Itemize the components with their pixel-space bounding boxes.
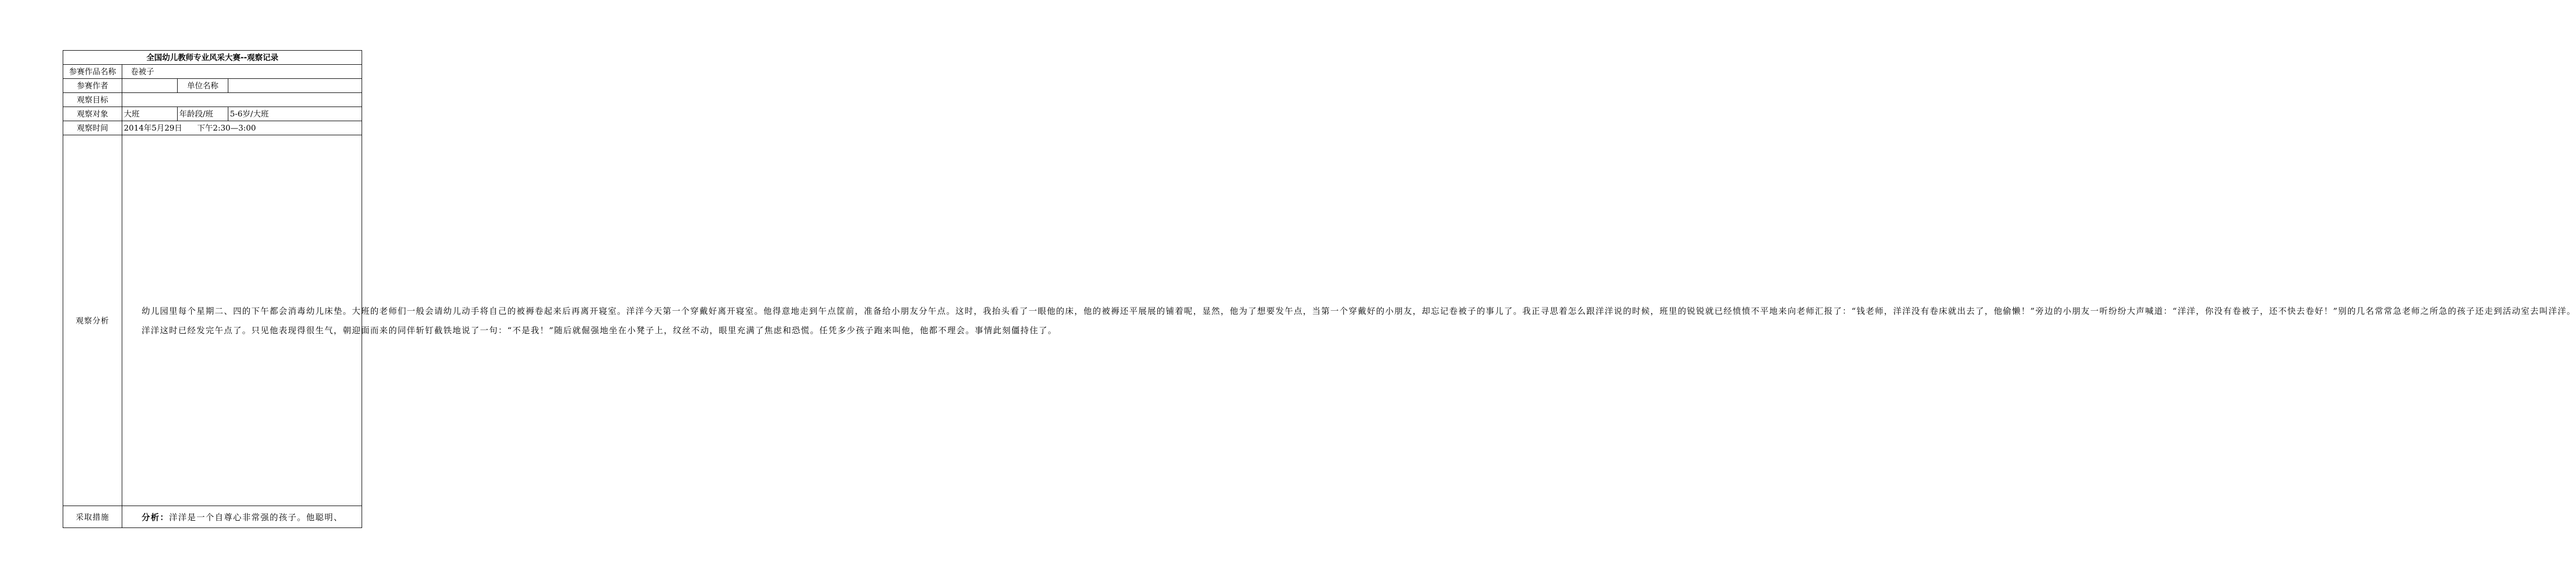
goal-label: 观察目标 bbox=[63, 93, 122, 107]
age-value: 5-6岁/大班 bbox=[228, 107, 362, 121]
entry-name-label: 参赛作品名称 bbox=[63, 65, 122, 79]
measures-lead: 分析： bbox=[142, 512, 169, 522]
analysis-paragraph-1: 幼儿园里每个星期二、四的下午都会消毒幼儿床垫。大班的老师们一般会请幼儿动手将自己的被褥卷起来后再离开寝室。洋洋今天第一个穿戴好离开寝室。他得意地走到午点筐前，准备给小朋友分午点。这时，我抬头看了一眼他的床，他的被褥还平展展的铺着呢，显然，他为了想要发午点，当第一个穿戴好的小朋友，却忘记卷被子的事儿了。我正寻思着怎么跟洋洋说的时候，班里的锐锐就已经愤愤不平地来向老师汇报了：“钱老师，洋洋没有卷床就出去了，他偷懒！”旁边的小朋友一听纷纷大声喊道：“洋洋，你没有卷被子，还不快去卷好！”别的几名常常急老师之所急的孩子还走到活动室去叫洋洋。 bbox=[142, 306, 2576, 316]
observation-record-table bbox=[63, 50, 2576, 528]
time-value: 2014年5月29日 下午2:30—3:00 bbox=[122, 121, 362, 135]
analysis-paragraph-2: 洋洋这时已经发完午点了。只见他表现得很生气，朝迎面而来的同伴斩钉截铁地说了一句：“不是我！”随后就倔强地坐在小凳子上，纹丝不动，眼里充满了焦虑和恐慌。任凭多少孩子跑来叫他，他都不理会。事情此刻僵持住了。 bbox=[142, 325, 1057, 335]
author-label: 参赛作者 bbox=[63, 79, 122, 93]
entry-name-value: 卷被子 bbox=[122, 65, 362, 79]
subject-value: 大班 bbox=[122, 107, 178, 121]
goal-value bbox=[122, 93, 362, 107]
measures-text: 洋洋是一个自尊心非常强的孩子。他聪明、 bbox=[169, 512, 343, 522]
author-value bbox=[122, 79, 178, 93]
age-label: 年龄段/班 bbox=[178, 107, 228, 121]
measures-paragraph bbox=[124, 508, 360, 527]
time-label: 观察时间 bbox=[63, 121, 122, 135]
form-title: 全国幼儿教师专业风采大赛--观察记录 bbox=[63, 51, 362, 65]
measures-body bbox=[122, 506, 362, 528]
unit-value bbox=[228, 79, 362, 93]
subject-label: 观察对象 bbox=[63, 107, 122, 121]
analysis-label: 观察分析 bbox=[63, 135, 122, 506]
unit-label: 单位名称 bbox=[178, 79, 228, 93]
analysis-body bbox=[122, 135, 2576, 506]
measures-label: 采取措施 bbox=[63, 506, 122, 528]
